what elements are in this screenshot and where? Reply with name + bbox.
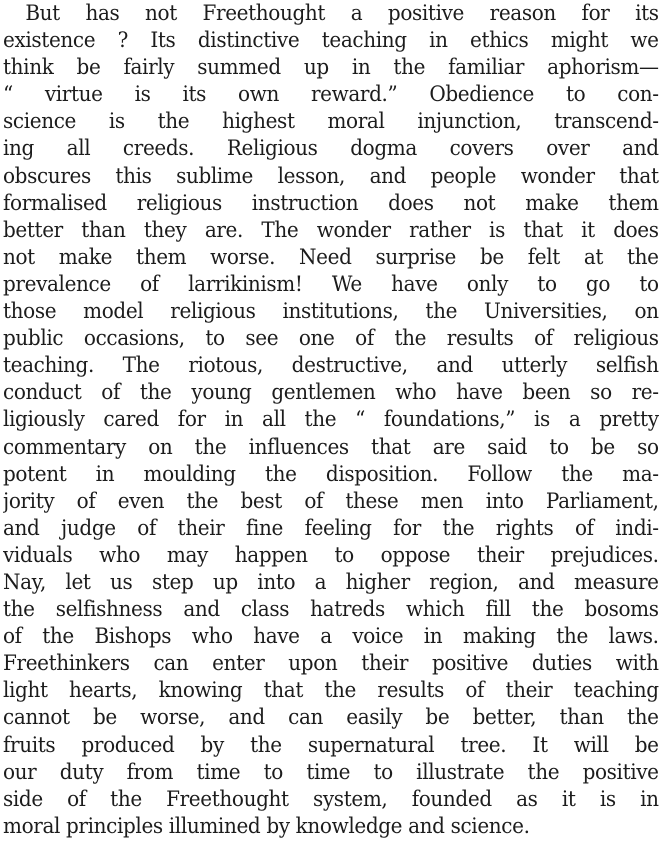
text-line: better than they are. The wonder rather is that it does: [3, 217, 659, 243]
text-line: But has not Freethought a positive reason for its: [25, 1, 659, 26]
text-line: think be fairly summed up in the familiar aphorism—: [3, 55, 659, 81]
text-line: prevalence of larrikinism! We have only to go to: [3, 271, 659, 297]
text-line: fruits produced by the supernatural tree. It will be: [3, 732, 659, 758]
text-line: existence ? Its distinctive teaching in ethics might we: [3, 28, 659, 54]
text-line: formalised religious instruction does not make them: [3, 190, 659, 216]
text-line: Freethinkers can enter upon their positive duties with: [3, 651, 659, 677]
text-line: potent in moulding the disposition. Follow the ma-: [3, 461, 659, 487]
text-line: those model religious institutions, the Universities, on: [3, 299, 659, 325]
text-line: science is the highest moral injunction, transcend-: [3, 109, 659, 135]
text-line: commentary on the influences that are said to be so: [3, 434, 659, 460]
text-line: cannot be worse, and can easily be better, than the: [3, 705, 659, 731]
article-paragraph: [3, 0, 659, 840]
text-line: conduct of the young gentlemen who have been so re-: [3, 380, 659, 406]
article-page: [3, 0, 659, 866]
text-line: moral principles illumined by knowledge and science.: [3, 813, 530, 839]
text-line: side of the Freethought system, founded as it is in: [3, 786, 659, 812]
text-line: light hearts, knowing that the results of their teaching: [3, 678, 659, 704]
text-line: viduals who may happen to oppose their prejudices.: [3, 542, 659, 568]
text-line: public occasions, to see one of the results of religious: [3, 326, 659, 352]
text-line: Nay, let us step up into a higher region, and measure: [3, 569, 659, 595]
text-line: “ virtue is its own reward.” Obedience to con-: [3, 82, 659, 108]
text-line: jority of even the best of these men into Parliament,: [3, 488, 659, 514]
text-line: our duty from time to time to illustrate the positive: [3, 759, 659, 785]
text-line: of the Bishops who have a voice in making the laws.: [3, 624, 659, 650]
text-line: and judge of their fine feeling for the rights of indi-: [3, 515, 659, 541]
text-line: teaching. The riotous, destructive, and utterly selfish: [3, 353, 659, 379]
text-line: ing all creeds. Religious dogma covers over and: [3, 136, 659, 162]
text-line: obscures this sublime lesson, and people wonder that: [3, 163, 659, 189]
text-line: ligiously cared for in all the “ foundations,” is a pretty: [3, 407, 659, 433]
text-line: not make them worse. Need surprise be felt at the: [3, 244, 659, 270]
text-line: the selfishness and class hatreds which fill the bosoms: [3, 597, 659, 623]
